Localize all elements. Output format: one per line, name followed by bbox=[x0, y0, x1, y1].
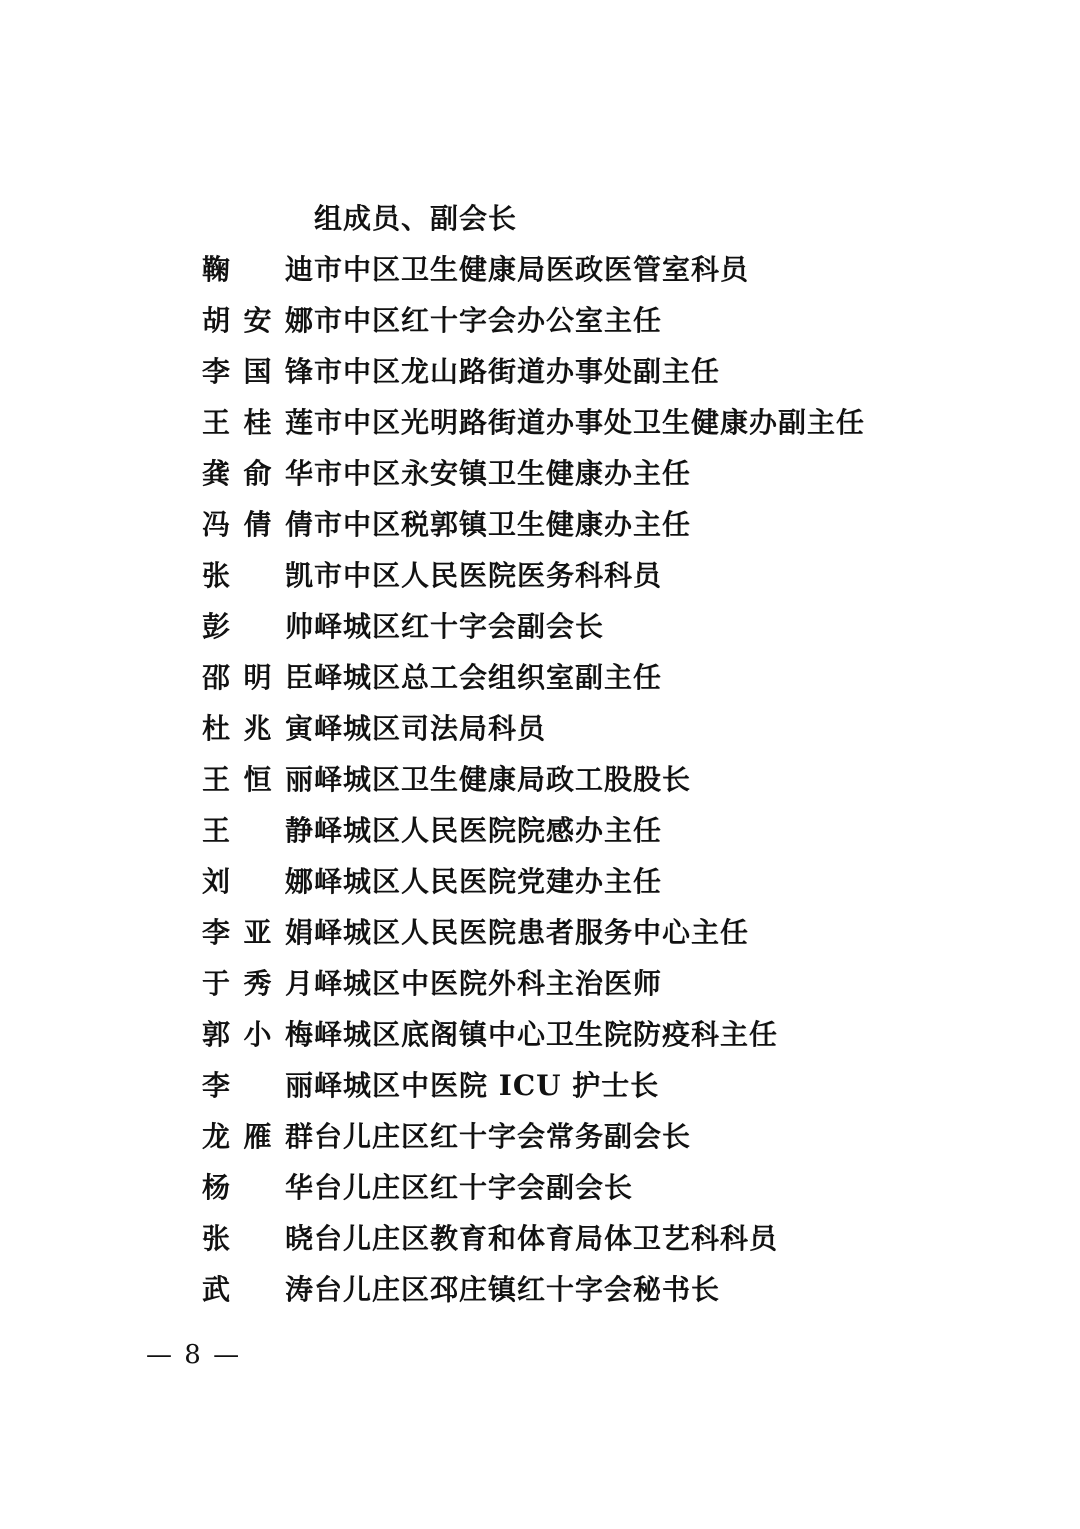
member-row bbox=[202, 854, 962, 905]
member-title: 峄城区人民医院党建办主任 bbox=[314, 864, 663, 898]
member-title: 市中区永安镇卫生健康办主任 bbox=[314, 456, 692, 490]
member-row bbox=[202, 1160, 962, 1211]
member-row bbox=[202, 1007, 962, 1058]
member-name: 胡 安 娜 bbox=[202, 303, 314, 337]
member-row bbox=[202, 905, 962, 956]
member-name: 李 丽 bbox=[202, 1068, 314, 1102]
member-title: 台儿庄区红十字会副会长 bbox=[314, 1170, 634, 1204]
member-name: 杜 兆 寅 bbox=[202, 711, 314, 745]
member-title: 峄城区底阁镇中心卫生院防疫科主任 bbox=[314, 1017, 779, 1051]
member-row bbox=[202, 956, 962, 1007]
member-title: 峄城区人民医院院感办主任 bbox=[314, 813, 663, 847]
member-title: 峄城区红十字会副会长 bbox=[314, 609, 605, 643]
member-row bbox=[202, 293, 962, 344]
member-row bbox=[202, 1109, 962, 1160]
member-title: 峄城区卫生健康局政工股股长 bbox=[314, 762, 692, 796]
member-title: 市中区红十字会办公室主任 bbox=[314, 303, 663, 337]
member-name: 龚 俞 华 bbox=[202, 456, 314, 490]
member-row bbox=[202, 1058, 962, 1109]
page-number: — 8 — bbox=[146, 1340, 242, 1370]
member-name: 王 桂 莲 bbox=[202, 405, 314, 439]
member-row bbox=[202, 1211, 962, 1262]
member-row bbox=[202, 395, 962, 446]
member-row bbox=[202, 599, 962, 650]
member-name: 于 秀 月 bbox=[202, 966, 314, 1000]
member-title: 组成员、副会长 bbox=[314, 201, 518, 235]
member-title: 峄城区人民医院患者服务中心主任 bbox=[314, 915, 750, 949]
member-title: 台儿庄区教育和体育局体卫艺科科员 bbox=[314, 1221, 779, 1255]
member-row bbox=[202, 752, 962, 803]
member-name: 王 静 bbox=[202, 813, 314, 847]
member-name: 杨 华 bbox=[202, 1170, 314, 1204]
member-name: 冯 倩 倩 bbox=[202, 507, 314, 541]
member-name: 李 亚 娟 bbox=[202, 915, 314, 949]
member-title: 市中区光明路街道办事处卫生健康办副主任 bbox=[314, 405, 866, 439]
member-row bbox=[202, 446, 962, 497]
member-title: 峄城区司法局科员 bbox=[314, 711, 547, 745]
member-row bbox=[202, 1262, 962, 1313]
member-name: 李 国 锋 bbox=[202, 354, 314, 388]
member-title: 市中区龙山路街道办事处副主任 bbox=[314, 354, 721, 388]
member-title: 峄城区中医院 ICU 护士长 bbox=[314, 1068, 660, 1102]
member-name: 王 恒 丽 bbox=[202, 762, 314, 796]
member-name: 鞠 迪 bbox=[202, 252, 314, 286]
member-row bbox=[202, 497, 962, 548]
member-name: 张 晓 bbox=[202, 1221, 314, 1255]
member-row bbox=[202, 344, 962, 395]
member-name: 龙 雁 群 bbox=[202, 1119, 314, 1153]
member-row bbox=[202, 191, 962, 242]
member-title: 台儿庄区邳庄镇红十字会秘书长 bbox=[314, 1272, 721, 1306]
member-title: 市中区人民医院医务科科员 bbox=[314, 558, 663, 592]
member-row bbox=[202, 701, 962, 752]
member-list bbox=[202, 191, 962, 1313]
member-title: 峄城区总工会组织室副主任 bbox=[314, 660, 663, 694]
member-title: 市中区卫生健康局医政医管室科员 bbox=[314, 252, 750, 286]
member-name: 刘 娜 bbox=[202, 864, 314, 898]
member-name: 彭 帅 bbox=[202, 609, 314, 643]
member-title: 峄城区中医院外科主治医师 bbox=[314, 966, 663, 1000]
member-title: 市中区税郭镇卫生健康办主任 bbox=[314, 507, 692, 541]
member-name: 郭 小 梅 bbox=[202, 1017, 314, 1051]
member-title: 台儿庄区红十字会常务副会长 bbox=[314, 1119, 692, 1153]
member-name: 邵 明 臣 bbox=[202, 660, 314, 694]
member-row bbox=[202, 803, 962, 854]
member-name: 张 凯 bbox=[202, 558, 314, 592]
member-row bbox=[202, 242, 962, 293]
member-row bbox=[202, 650, 962, 701]
member-row bbox=[202, 548, 962, 599]
member-name: 武 涛 bbox=[202, 1272, 314, 1306]
